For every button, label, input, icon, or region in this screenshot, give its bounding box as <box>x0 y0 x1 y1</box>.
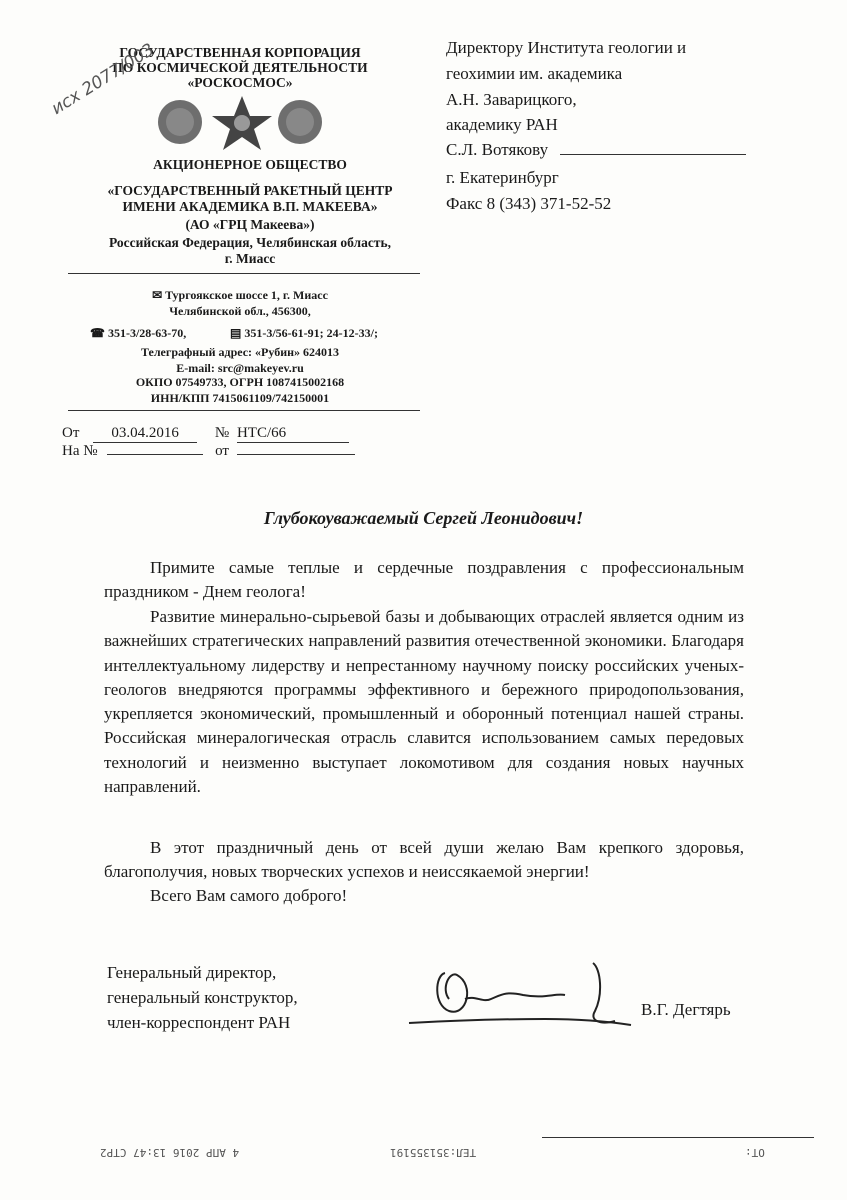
outgoing-number: НТС/66 <box>237 425 349 443</box>
okpo-ogrn: ОКПО 07549733, ОГРН 1087415002168 <box>135 375 345 389</box>
fax-numbers: 351-3/56-61-91; 24-12-33/; <box>244 326 378 340</box>
paragraph-4: Всего Вам самого доброго! <box>150 886 348 905</box>
salutation: Глубокоуважаемый Сергей Леонидович! <box>263 508 584 528</box>
addressee-line-5: С.Л. Вотякову <box>446 140 549 159</box>
address-line-2: Челябинской обл., 456300, <box>169 304 311 318</box>
dated-label: от <box>215 443 229 459</box>
addressee-city: г. Екатеринбург <box>446 168 559 187</box>
telegraph-address: Телеграфный адрес: «Рубин» 624013 <box>140 345 340 359</box>
envelope-icon: ✉ <box>152 288 163 302</box>
email: E-mail: src@makeyev.ru <box>176 361 304 375</box>
city: г. Миасс <box>224 251 276 266</box>
fax-icon: ▤ <box>230 326 242 340</box>
signatory-title-1: Генеральный директор, <box>107 963 277 982</box>
company-type: АКЦИОНЕРНОЕ ОБЩЕСТВО <box>153 157 347 172</box>
registration-from <box>62 425 349 443</box>
signatory-title-2: генеральный конструктор, <box>107 988 298 1007</box>
to-number <box>107 454 203 455</box>
number-label: № <box>214 425 230 441</box>
company-short: (АО «ГРЦ Макеева») <box>185 217 315 232</box>
company-name-2: ИМЕНИ АКАДЕМИКА В.П. МАКЕЕВА» <box>122 199 378 214</box>
region: Российская Федерация, Челябинская область, <box>109 235 391 250</box>
inn-kpp: ИНН/КПП 7415061109/742150001 <box>150 391 330 405</box>
addressee-underline <box>560 154 746 155</box>
paragraph-3: В этот праздничный день от всей души желаю Вам крепкого здоровья, благополучия, новых творческих успехов и неиссякаемой энергии! <box>104 838 744 882</box>
from-date: 03.04.2016 <box>93 425 197 443</box>
dated-value <box>237 454 355 455</box>
letterhead-rule-top <box>68 273 420 274</box>
signatory-title <box>107 960 298 1035</box>
fax-footer-from: ОТ: <box>745 1146 765 1159</box>
handwritten-outgoing-number: исх 2077/003 <box>48 39 159 119</box>
addressee-line-1: Директору Института геологии и <box>446 38 687 57</box>
phone-icon: ☎ <box>90 326 105 340</box>
registration-reply <box>62 443 355 460</box>
address-line-1: Тургоякское шоссе 1, г. Миасс <box>165 288 328 302</box>
red-star-icon <box>212 96 272 150</box>
addressee-line-4: академику РАН <box>446 115 558 134</box>
fax-footer-date: 4 АПР 2016 13:47 СТР2 <box>100 1146 240 1159</box>
paragraph-1: Примите самые теплые и сердечные поздравления с профессиональным праздником - Днем геолога! <box>104 558 744 602</box>
corp-line-2: ПО КОСМИЧЕСКОЙ ДЕЯТЕЛЬНОСТИ <box>112 60 368 75</box>
addressee-line-2: геохимии им. академика <box>446 64 623 83</box>
corp-line-1: ГОСУДАРСТВЕННАЯ КОРПОРАЦИЯ <box>119 45 361 60</box>
medal-right-icon <box>278 100 322 144</box>
company-name-1: «ГОСУДАРСТВЕННЫЙ РАКЕТНЫЙ ЦЕНТР <box>107 183 393 198</box>
to-label: На № <box>62 443 98 459</box>
phone-number: 351-3/28-63-70, <box>107 326 187 340</box>
fax-footer-phone: ТЕЛ:351355191 <box>390 1146 477 1159</box>
signatory-name: В.Г. Дегтярь <box>641 1000 731 1019</box>
award-emblems <box>150 92 330 152</box>
corp-line-3: «РОСКОСМОС» <box>187 75 293 90</box>
from-label: От <box>62 425 80 441</box>
paragraph-2: Развитие минерально-сырьевой базы и добывающих отраслей является одним из важнейших стратегических направлений развития отечественной экономики. Благодаря интеллектуальному лидерству и непрестанному научному поиску российских ученых-геологов внедряются программы эффективного и бережного природопользования, укрепляется экономический, промышленный и оборонный потенциал нашей страны. Российская минералогическая отрасль славится использованием самых передовых технологий и неизменно выступает локомотивом для создания новых научных направлений. <box>104 607 744 797</box>
letterhead-rule-bottom <box>68 410 420 411</box>
signatory-title-3: член-корреспондент РАН <box>107 1013 291 1032</box>
handwritten-signature <box>405 955 635 1035</box>
addressee-fax: Факс 8 (343) 371-52-52 <box>446 194 612 213</box>
fax-footer-rule <box>542 1137 814 1138</box>
medal-left-icon <box>158 100 202 144</box>
addressee-line-3: А.Н. Заварицкого, <box>446 90 577 109</box>
